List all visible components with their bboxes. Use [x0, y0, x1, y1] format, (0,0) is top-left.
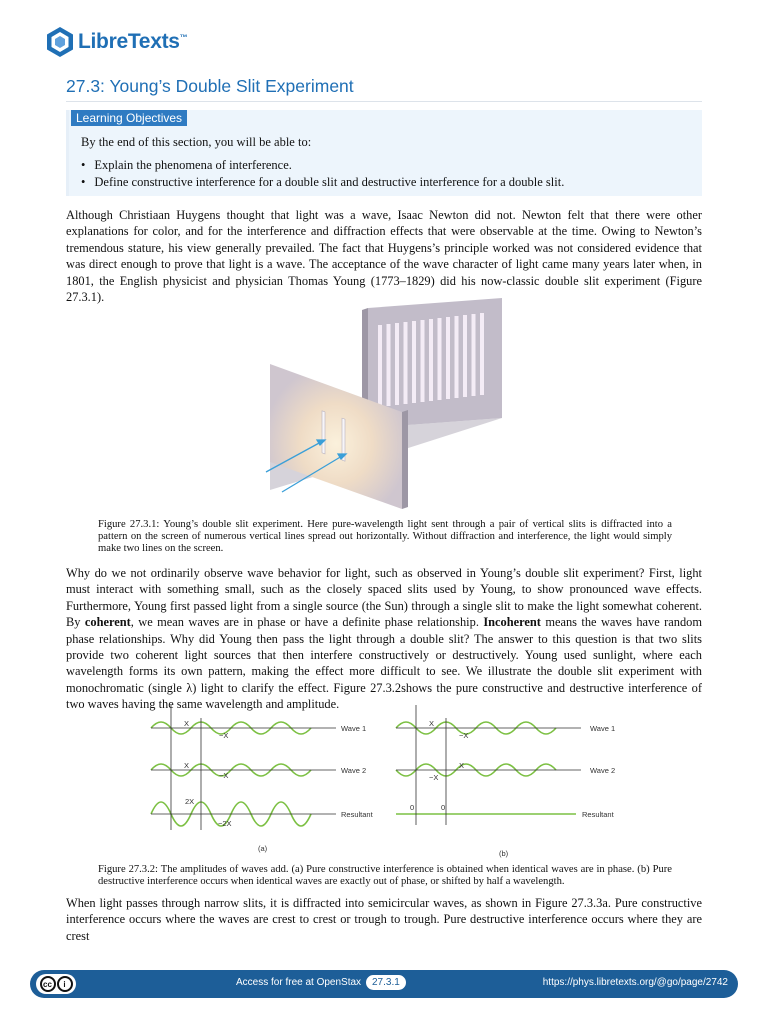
- footer-bar: [30, 970, 738, 998]
- label-b-negx: −X: [459, 731, 469, 740]
- learning-objectives-box: [66, 110, 702, 196]
- label-a-neg2x: −2X: [218, 819, 232, 828]
- paragraph-semicircular: When light passes through narrow slits, it is diffracted into semicircular waves, as shown in Figure 27.3.3a. Pure constructive interference occurs where the waves are crest to crest or trough to trough. Pure destructive interference occurs where they are crest: [66, 896, 702, 943]
- learning-objectives-tab: Learning Objectives: [71, 110, 187, 126]
- page-title: 27.3: Young’s Double Slit Experiment: [66, 76, 354, 96]
- objectives-list: [81, 157, 564, 191]
- slit-left: [322, 411, 325, 454]
- wave-interference-figure: [146, 700, 626, 864]
- label-a-wave2: Wave 2: [341, 766, 367, 775]
- title-divider: [66, 101, 702, 102]
- label-b-resultant: Resultant: [582, 810, 614, 819]
- term-coherent: coherent: [84, 615, 131, 630]
- libretexts-logo-icon: [46, 26, 74, 58]
- objective-item: • Explain the phenomena of interference.: [81, 157, 564, 174]
- label-a-x2: X: [184, 761, 190, 770]
- double-slit-figure: [262, 294, 512, 512]
- label-b-zero-1: 0: [410, 803, 415, 812]
- label-b-zero-2: 0: [441, 803, 446, 812]
- figure-caption-2: Figure 27.3.2: The amplitudes of waves add. (a) Pure constructive interference is obtained when identical waves are in phase. (b) Pure destructive interference occurs when identical waves are exactly out of phase, or shifted by half a wavelength.: [98, 864, 672, 887]
- figure-caption-1: Figure 27.3.1: Young’s double slit experiment. Here pure-wavelength light sent through a pair of vertical slits is diffracted into a pattern on the screen of numerous vertical lines spread out horizontally. Without diffraction and interference, the light would simply make two lines on the screen.: [98, 519, 672, 554]
- by-icon: i: [57, 976, 73, 992]
- label-b-x: X: [429, 719, 435, 728]
- label-a-negx2: −X: [219, 771, 229, 780]
- logo-text: LibreTexts™: [78, 30, 188, 53]
- label-a-x: X: [184, 719, 190, 728]
- label-a: (a): [258, 844, 268, 853]
- paragraph-coherence: Why do we not ordinarily observe wave behavior for light, such as observed in Young’s double slit experiment? First, light must interact with something small, such as the closely spaced slits used by Young, to show pronounced wave effects. Furthermore, Young first passed light from a single source (the Sun) through a single slit to make the light somewhat coherent. By coherent, we mean waves are in phase or have a definite phase relationship. Incoherent means the waves have random phase relationships. Why did Young then pass the light through a double slit? The answer to this question is that two slits provide two coherent light sources that then interfere constructively or destructively. Young used sunlight, where each wavelength forms its own pattern, making the effect more difficult to see. We illustrate the double slit experiment with monochromatic (single λ) light to clarify the effect. Figure 27.3.2shows the pure constructive and destructive interference of two waves having the same wavelength and amplitude.: [66, 566, 703, 712]
- label-b-negx2: −X: [429, 773, 439, 782]
- objective-item: • Define constructive interference for a double slit and destructive interference for a double slit.: [81, 174, 564, 191]
- cc-license-icon[interactable]: [36, 974, 76, 994]
- label-a-negx: −X: [219, 731, 229, 740]
- cc-icon: cc: [40, 976, 56, 992]
- label-a-2x: 2X: [185, 797, 195, 806]
- openstax-access-link[interactable]: Access for free at OpenStax: [236, 977, 362, 988]
- page-url-link[interactable]: https://phys.libretexts.org/@go/page/2742: [542, 977, 728, 988]
- label-a-resultant: Resultant: [341, 810, 373, 819]
- label-b-wave2: Wave 2: [590, 766, 616, 775]
- label-b-wave1: Wave 1: [590, 724, 616, 733]
- objectives-intro: By the end of this section, you will be able to:: [81, 135, 312, 149]
- label-a-wave1: Wave 1: [341, 724, 367, 733]
- label-b: (b): [499, 849, 509, 858]
- libretexts-logo[interactable]: [46, 26, 187, 58]
- slit-screen-edge: [402, 410, 408, 509]
- term-incoherent: Incoherent: [483, 615, 541, 630]
- label-b-x2: X: [459, 761, 465, 770]
- page-number-badge: 27.3.1: [366, 975, 406, 990]
- paragraph-intro: Although Christiaan Huygens thought that light was a wave, Isaac Newton did not. Newton felt that there were other explanations for color, and for the interference and diffraction effects that were observable at the time. Owing to Newton’s tremendous stature, his view generally prevailed. The fact that Huygens’s principle worked was not considered evidence that was direct enough to prove that light is a wave. The acceptance of the wave character of light came many years later when, in 1801, the English physicist and physician Thomas Young (1773–1829) did his now-classic double slit experiment (Figure 27.3.1).: [66, 208, 702, 305]
